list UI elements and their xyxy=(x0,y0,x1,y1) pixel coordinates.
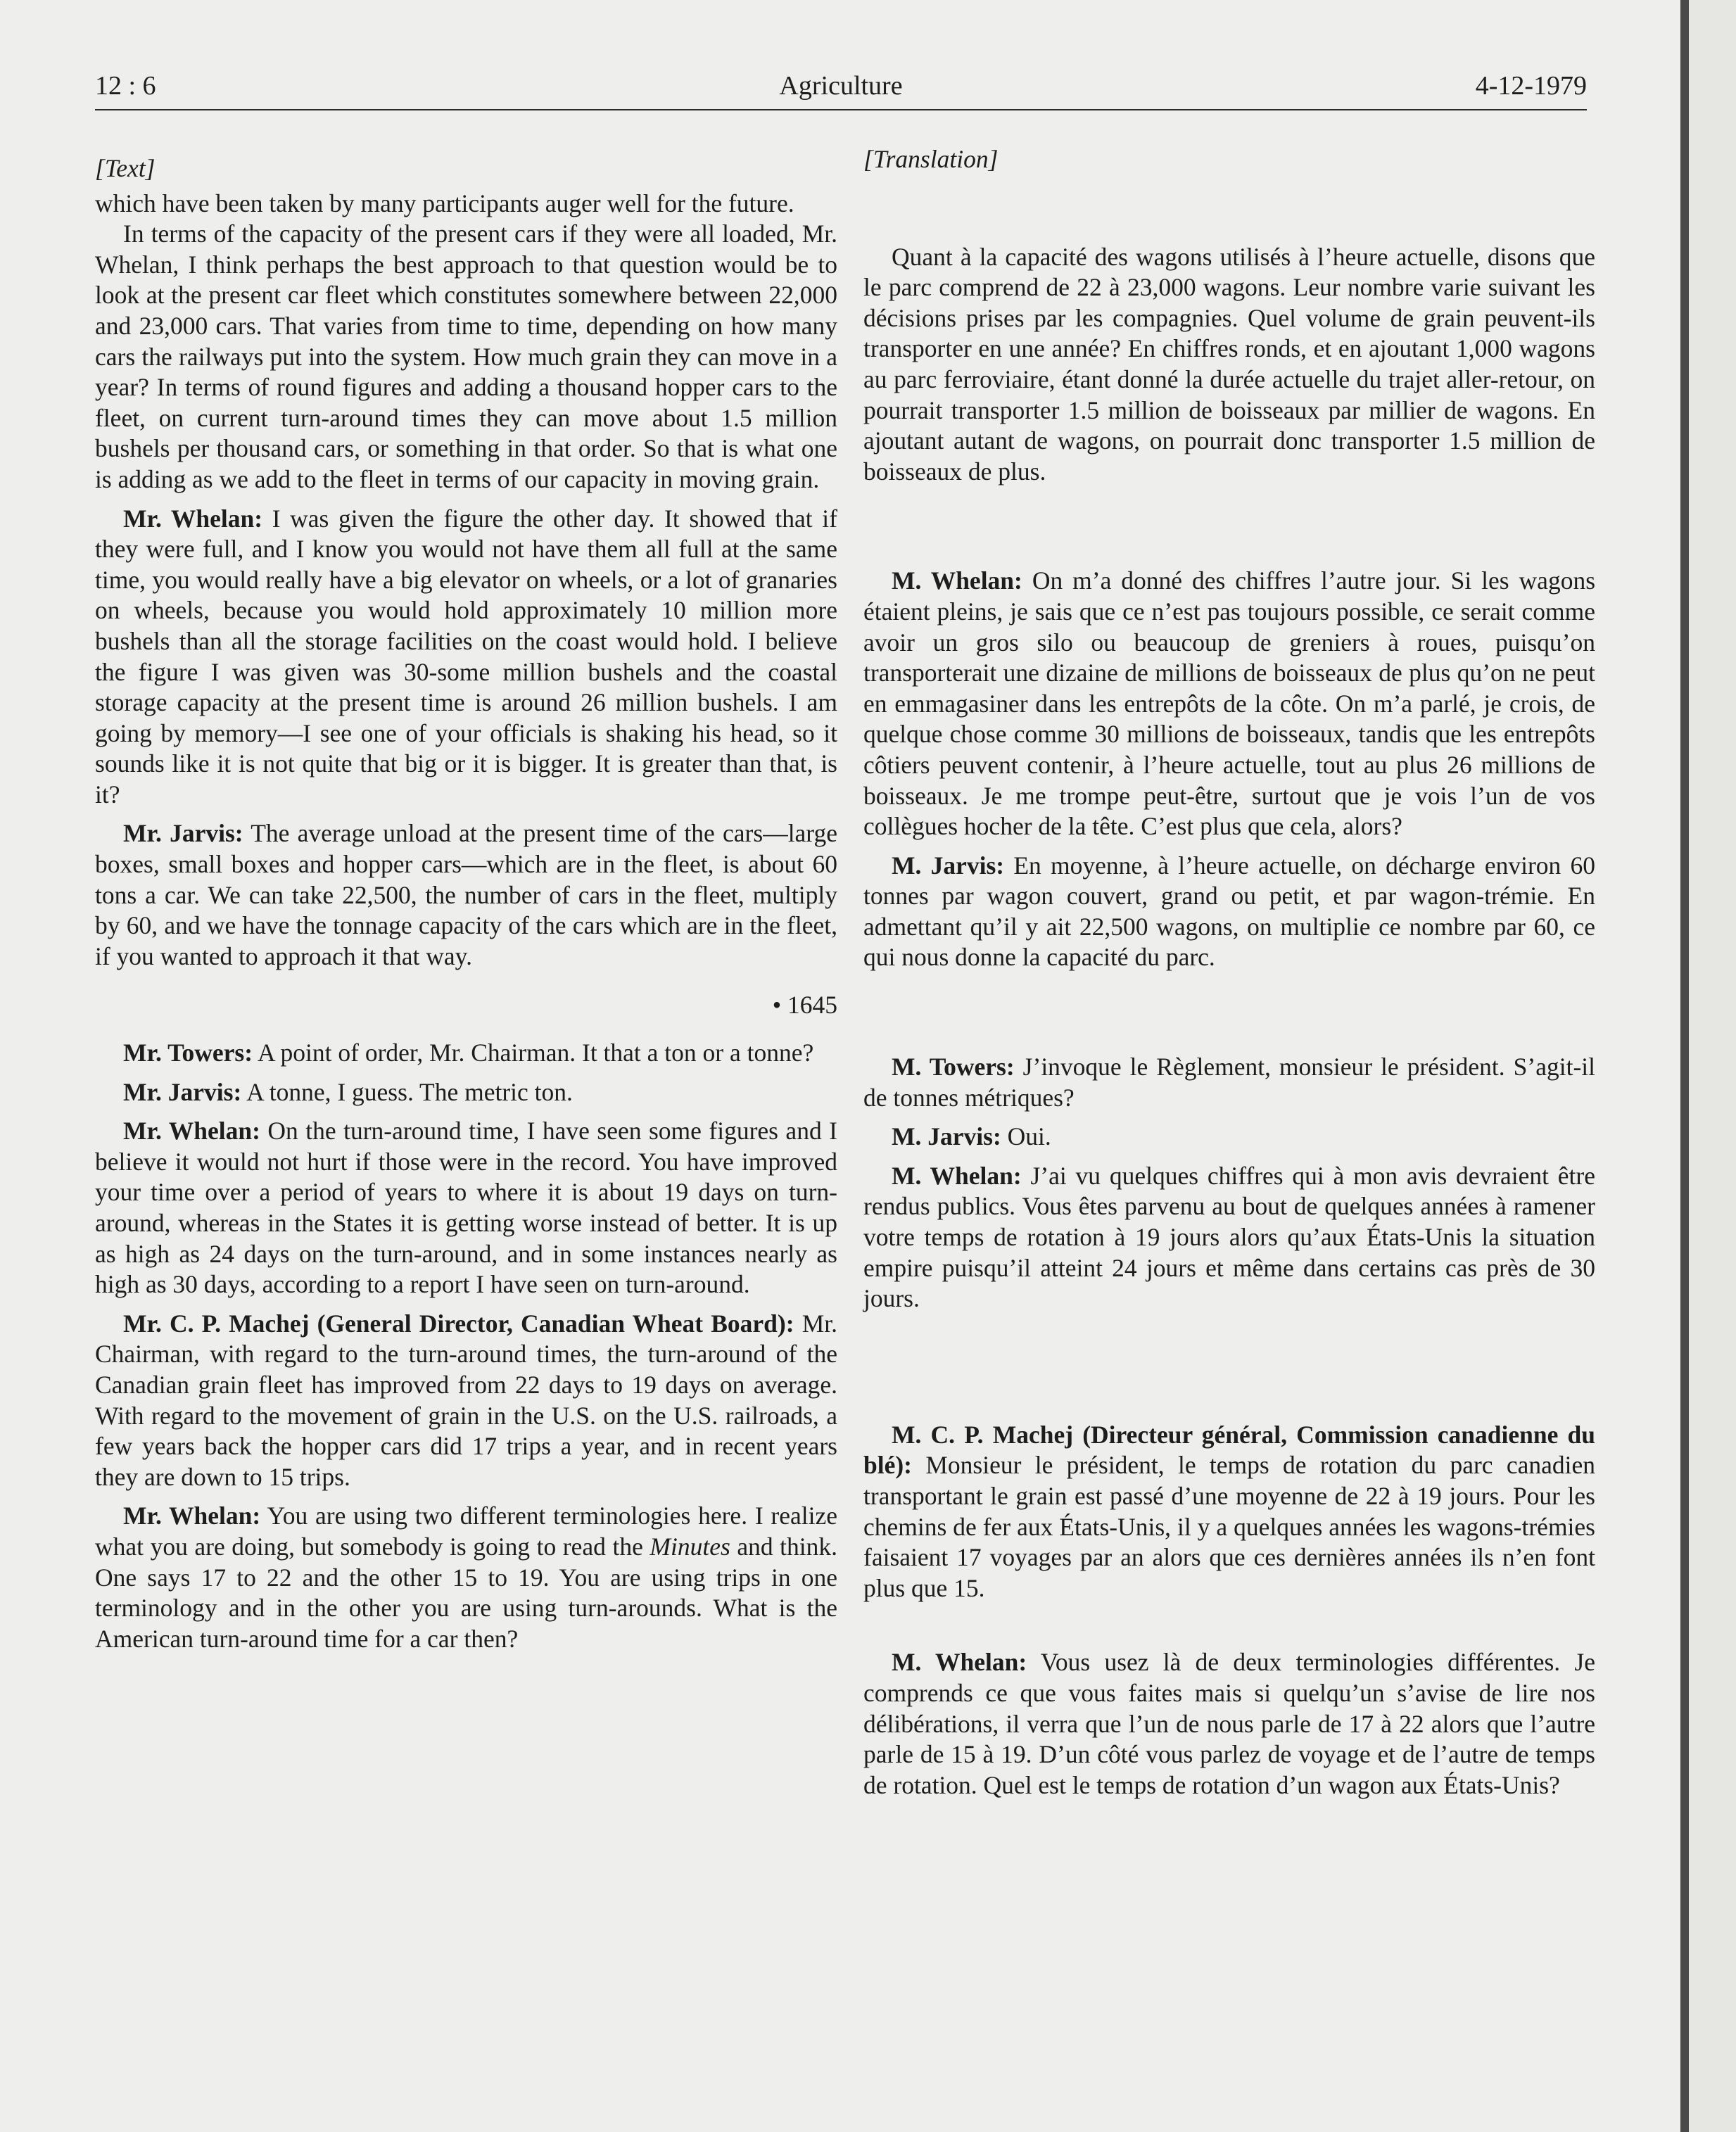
en-paragraph-2: Mr. Jarvis: The average unload at the present time of the cars—large boxes, small boxes and hopper cars—which are in the fleet, is about 60 tons a car. We can take 22,500, the number of cars in the fleet, multiply by 60, and we have the tonnage capacity of the cars which are in the fleet, if you wanted to approach it that way. xyxy=(95,819,837,970)
adjacent-page-edge xyxy=(1689,0,1736,2132)
speaker: Mr. Whelan: xyxy=(123,504,263,533)
fr-paragraph-3: M. Towers: J’invoque le Règlement, monsieur le président. S’agit-il de tonnes métriques? xyxy=(863,1053,1595,1112)
header-rule xyxy=(95,109,1587,110)
english-column xyxy=(95,153,837,1654)
fr-paragraph-6: M. C. P. Machej (Directeur général, Commission canadienne du blé): Monsieur le président, le temps de rotation du parc canadien transportant le grain est passé d’une moyenne de 22 à 19 jours. Pour les chemins de fer aux États-Unis, il y a quelques années les wagons-trémies faisaient 17 voyages par an alors que ces dernières années ils n’en font plus que 15. xyxy=(863,1420,1595,1602)
page-title: Agriculture xyxy=(779,71,903,101)
page-date: 4-12-1979 xyxy=(1475,71,1587,101)
speaker: Mr. Towers: xyxy=(123,1039,253,1067)
translation-tag: [Translation] xyxy=(863,145,999,173)
fr-paragraph-4: M. Jarvis: Oui. xyxy=(892,1122,1051,1151)
en-paragraph-7: Mr. Whelan: You are using two different terminologies here. I realize what you are doing, but somebody is going to read the Minutes and think. One says 17 to 22 and the other 15 to 19. You are using trips in one terminology and in the other you are using turn-arounds. What is the American turn-around time for a car then? xyxy=(95,1502,837,1653)
speaker: Mr. Jarvis: xyxy=(123,1077,242,1106)
speaker: M. Jarvis: xyxy=(892,851,1005,880)
speaker: Mr. Whelan: xyxy=(123,1502,261,1530)
binding-spine xyxy=(1680,0,1689,2132)
speaker: M. Towers: xyxy=(892,1053,1015,1081)
en-paragraph-1: Mr. Whelan: I was given the figure the other day. It showed that if they were full, and I know you would not have them all full at the same time, you would really have a big elevator on wheels, or a lot of granaries on wheels, because you would hold approximately 10 million more bushels than all the storage facilities on the coast would hold. I believe the figure I was given was 30-some million bushels and the coastal storage capacity at the present time is around 26 million bushels. I am going by memory—I see one of your officials is shaking his head, so it sounds like it is not quite that big or it is bigger. It is greater than that, is it? xyxy=(95,504,837,808)
fr-paragraph-1: M. Whelan: On m’a donné des chiffres l’autre jour. Si les wagons étaient pleins, je sais que ce n’est pas toujours possible, ce serait comme avoir un gros silo ou beaucoup de greniers à roues, puisqu’on transporterait une dizaine de millions de boisseaux de plus qu’on ne peut en emmagasiner dans les entrepôts de la côte. On m’a parlé, je crois, de quelque chose comme 30 millions de boisseaux, tandis que les entrepôts côtiers peuvent contenir, à l’heure actuelle, tout au plus 26 millions de boisseaux. Je me trompe peut-être, surtout que je vois l’un de vos collègues hocher de la tête. C’est plus que cela, alors? xyxy=(863,566,1596,841)
en-paragraph-4: Mr. Jarvis: A tonne, I guess. The metric ton. xyxy=(123,1077,573,1106)
speaker: M. Whelan: xyxy=(892,1161,1022,1190)
speaker: Mr. Whelan: xyxy=(123,1117,260,1146)
speaker: M. C. P. Machej (Directeur général, Commission canadienne du blé): xyxy=(863,1420,1595,1480)
fr-paragraph-5: M. Whelan: J’ai vu quelques chiffres qui à mon avis devraient être rendus publics. Vous êtes parvenu au bout de quelques années à ramener votre temps de rotation à 19 jours alors qu’aux États-Unis la situation empire puisqu’il atteint 24 jours et même dans certains cas près de 30 jours. xyxy=(863,1161,1595,1313)
fr-paragraph-2: M. Jarvis: En moyenne, à l’heure actuelle, on décharge environ 60 tonnes par wagon couvert, grand ou petit, et par wagon-trémie. En admettant qu’il y ait 22,500 wagons, on multiplie ce nombre par 60, ce qui nous donne la capacité du parc. xyxy=(863,851,1596,972)
en-paragraph-5: Mr. Whelan: On the turn-around time, I have seen some figures and I believe it would not hurt if those were in the record. You have improved your time over a period of years to where it is about 19 days on turn-around, whereas in the States it is getting worse instead of better. It is up as high as 24 days on the turn-around, and in some instances nearly as high as 30 days, according to a report I have seen on turn-around. xyxy=(95,1117,837,1299)
fr-paragraph-7: M. Whelan: Vous usez là de deux terminologies différentes. Je comprends ce que vous faites mais si quelqu’un s’avise de lire nos délibérations, il verra que l’un de nous parle de 17 à 22 alors que l’autre parle de 15 à 19. D’un côté vous parlez de voyage et de l’autre de temps de rotation. Quel est le temps de rotation d’un wagon aux États-Unis? xyxy=(863,1648,1595,1799)
en-paragraph-3: Mr. Towers: A point of order, Mr. Chairman. It that a ton or a tonne? xyxy=(123,1039,814,1067)
time-marker: • 1645 xyxy=(772,991,837,1020)
page-number: 12 : 6 xyxy=(95,71,156,101)
page-header xyxy=(95,70,1587,113)
speaker: M. Whelan: xyxy=(892,566,1022,595)
fr-paragraph-0: Quant à la capacité des wagons utilisés à l’heure actuelle, disons que le parc comprend de 22 à 23,000 wagons. Leur nombre varie suivant les décisions prises par les compagnies. Quel volume de grain peuvent-ils transporter en une année? En chiffres ronds, et en ajoutant 1,000 wagons au parc ferroviaire, étant donné la durée actuelle du trajet aller-retour, on pourrait transporter 1.5 million de boisseaux par millier de wagons. En ajoutant autant de wagons, on pourrait donc transporter 1.5 million de boisseaux de plus. xyxy=(863,242,1595,486)
continuation-paragraph: which have been taken by many participants auger well for the future. xyxy=(95,189,794,217)
en-paragraph-6: Mr. C. P. Machej (General Director, Canadian Wheat Board): Mr. Chairman, with regard to the turn-around times, the turn-around of the Canadian grain fleet has improved from 22 days to 19 days on average. With regard to the movement of grain in the U.S. on the U.S. railroads, a few years back the hopper cars did 17 trips a year, and in recent years they are down to 15 trips. xyxy=(95,1309,837,1491)
en-paragraph-0: In terms of the capacity of the present cars if they were all loaded, Mr. Whelan, I think perhaps the best approach to that question would be to look at the present car fleet which constitutes somewhere between 22,000 and 23,000 cars. That varies from time to time, depending on how many cars the railways put into the system. How much grain they can move in a year? In terms of round figures and adding a thousand hopper cars to the fleet, on current turn-around times they can move about 1.5 million bushels per thousand cars, or something in that order. So that is what one is adding as we add to the fleet in terms of our capacity in moving grain. xyxy=(95,220,837,493)
french-column xyxy=(863,144,1595,1801)
speaker: Mr. Jarvis: xyxy=(123,819,243,848)
speaker: Mr. C. P. Machej (General Director, Canadian Wheat Board): xyxy=(123,1309,794,1338)
speaker: M. Whelan: xyxy=(892,1648,1027,1677)
text-tag: [Text] xyxy=(95,154,156,182)
speaker: M. Jarvis: xyxy=(892,1122,1001,1151)
